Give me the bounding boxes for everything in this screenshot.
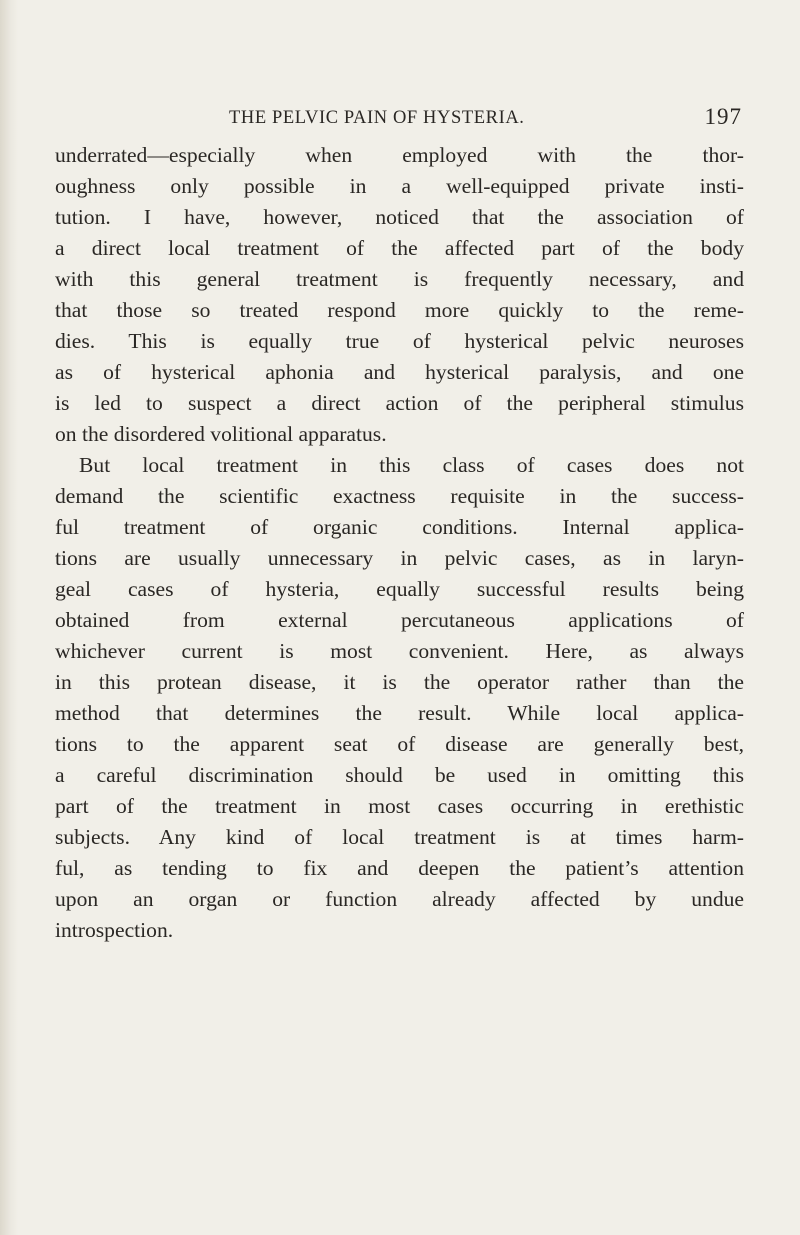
spine-shadow — [0, 0, 18, 1235]
text-line: with this general treatment is frequently necessary, and — [55, 267, 744, 291]
text-line: in this protean disease, it is the operator rather than the — [55, 670, 744, 694]
text-line: tions to the apparent seat of disease are generally best, — [55, 732, 744, 756]
text-line: obtained from external percutaneous applications of — [55, 608, 744, 632]
text-line: a careful discrimination should be used in omitting this — [55, 763, 744, 787]
text-line: on the disordered volitional apparatus. — [55, 422, 387, 446]
text-line: method that determines the result. While local applica- — [55, 701, 744, 725]
text-line: whichever current is most convenient. Here, as always — [55, 639, 744, 663]
text-line: dies. This is equally true of hysterical pelvic neuroses — [55, 329, 744, 353]
text-line: introspection. — [55, 918, 174, 942]
text-line: as of hysterical aphonia and hysterical paralysis, and one — [55, 360, 744, 384]
body-text — [55, 140, 744, 946]
text-line: ful treatment of organic conditions. Internal applica- — [55, 515, 744, 539]
text-line: But local treatment in this class of cases does not — [79, 453, 744, 477]
paragraph-1 — [55, 140, 744, 450]
page-number: 197 — [704, 104, 742, 129]
text-line: that those so treated respond more quickly to the reme- — [55, 298, 744, 322]
text-line: geal cases of hysteria, equally successful results being — [55, 577, 744, 601]
text-line: tions are usually unnecessary in pelvic cases, as in laryn- — [55, 546, 744, 570]
running-head — [229, 104, 744, 134]
text-line: underrated—especially when employed with the thor- — [55, 143, 744, 167]
text-line: is led to suspect a direct action of the peripheral stimulus — [55, 391, 744, 415]
paragraph-2 — [55, 450, 744, 946]
text-line: subjects. Any kind of local treatment is at times harm- — [55, 825, 744, 849]
text-line: demand the scientific exactness requisite in the success- — [55, 484, 744, 508]
text-line: upon an organ or function already affected by undue — [55, 887, 744, 911]
text-line: ful, as tending to fix and deepen the patient’s attention — [55, 856, 744, 880]
text-line: oughness only possible in a well-equipped private insti- — [55, 174, 744, 198]
text-line: part of the treatment in most cases occurring in erethistic — [55, 794, 744, 818]
text-line: tution. I have, however, noticed that the association of — [55, 205, 744, 229]
text-line: a direct local treatment of the affected part of the body — [55, 236, 744, 260]
running-title: THE PELVIC PAIN OF HYSTERIA. — [229, 108, 525, 128]
